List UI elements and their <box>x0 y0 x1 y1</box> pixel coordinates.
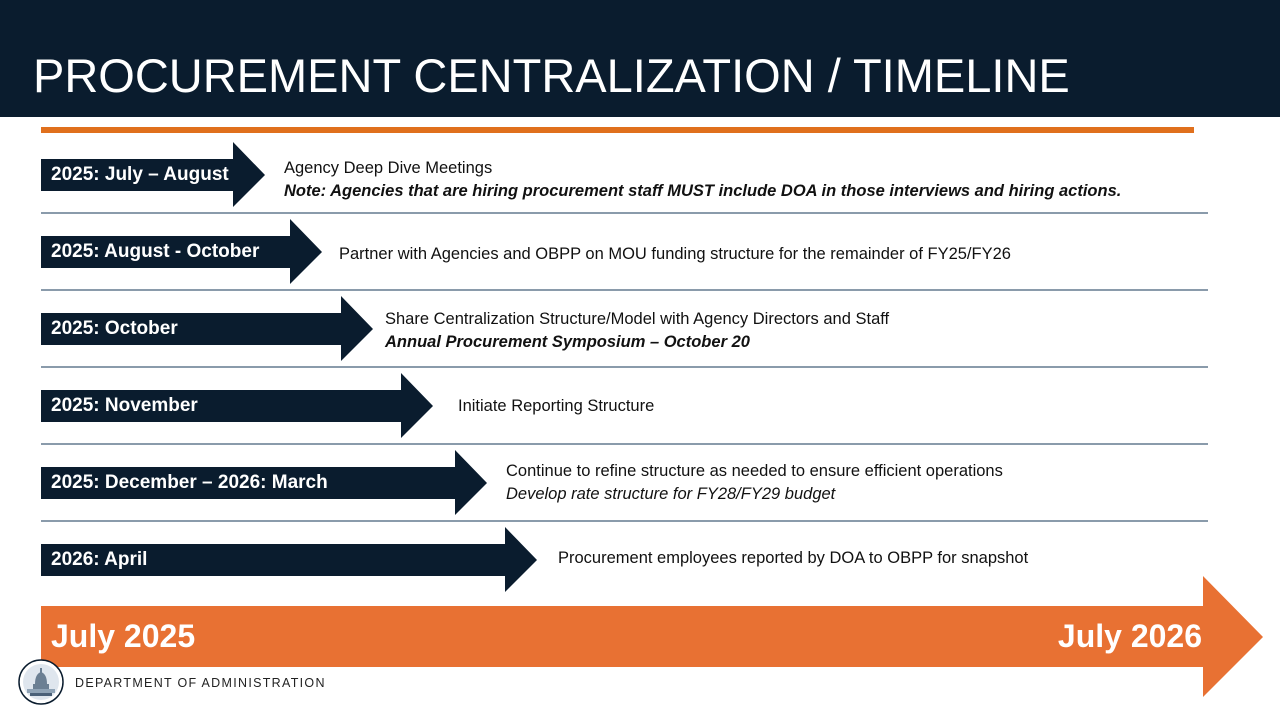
milestone-label: 2025: August - October <box>51 241 260 262</box>
description-note: Note: Agencies that are hiring procurement staff MUST include DOA in those interviews and hiring actions. <box>284 182 1122 200</box>
timeline-row <box>41 368 1208 445</box>
timeline-row <box>41 445 1208 522</box>
page-title: PROCUREMENT CENTRALIZATION / TIMELINE <box>33 49 1070 102</box>
description-line: Share Centralization Structure/Model with Agency Directors and Staff <box>385 310 890 328</box>
footer-org-name: DEPARTMENT OF ADMINISTRATION <box>75 676 326 690</box>
milestone-label: 2025: July – August <box>51 164 229 185</box>
milestone-label: 2025: October <box>51 318 178 339</box>
milestone-label: 2026: April <box>51 549 148 570</box>
accent-divider <box>41 127 1194 133</box>
milestone-arrow <box>41 368 434 438</box>
milestone-description <box>506 460 1003 506</box>
milestone-description <box>284 157 1121 203</box>
description-line: Initiate Reporting Structure <box>458 397 655 415</box>
timeline-row <box>41 214 1208 291</box>
header-bar <box>0 0 1280 117</box>
description-line: Continue to refine structure as needed to ensure efficient operations <box>506 462 1003 480</box>
milestone-arrow <box>41 291 374 361</box>
description-note: Develop rate structure for FY28/FY29 budget <box>506 485 836 503</box>
description-line: Procurement employees reported by DOA to OBPP for snapshot <box>558 549 1029 567</box>
milestone-arrow <box>41 445 488 515</box>
description-note: Annual Procurement Symposium – October 20 <box>385 333 750 351</box>
milestone-description <box>339 243 1011 266</box>
description-line: Partner with Agencies and OBPP on MOU funding structure for the remainder of FY25/FY26 <box>339 245 1011 263</box>
milestone-arrow <box>41 214 323 284</box>
description-line: Agency Deep Dive Meetings <box>284 159 493 177</box>
milestone-arrow <box>41 137 266 207</box>
timeline-row <box>41 291 1208 368</box>
milestone-description <box>385 308 889 354</box>
milestone-description <box>458 395 654 418</box>
milestone-description <box>558 547 1028 570</box>
capitol-seal-icon <box>18 659 64 705</box>
timeline-end-label: July 2026 <box>1057 618 1202 654</box>
milestone-label: 2025: November <box>51 395 198 416</box>
timeline-row <box>41 137 1208 214</box>
milestone-label: 2025: December – 2026: March <box>51 472 328 493</box>
timeline-start-label: July 2025 <box>51 618 196 654</box>
